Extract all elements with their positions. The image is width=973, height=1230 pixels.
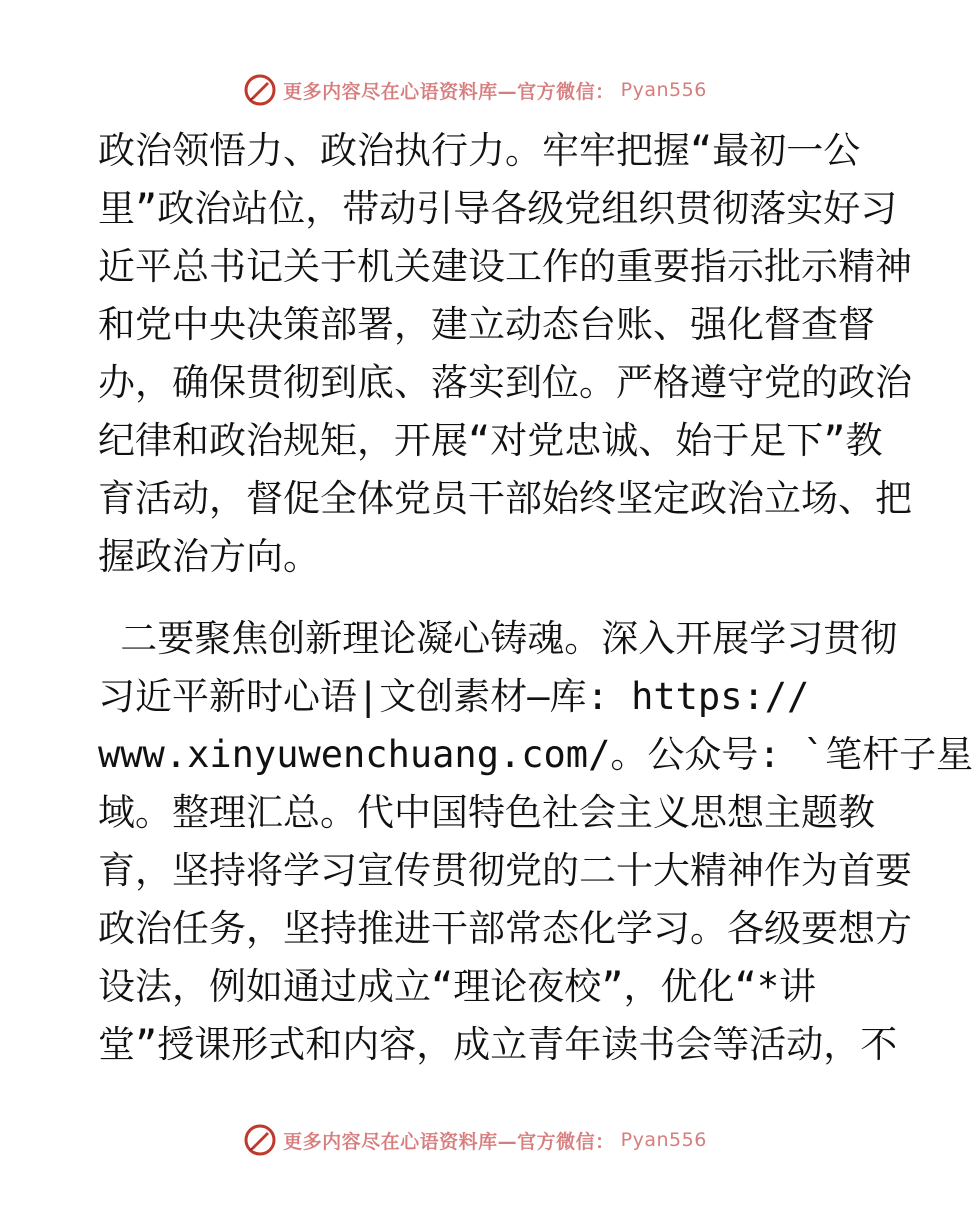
watermark-wechat-id: Pyan556: [620, 1129, 707, 1151]
text-line: 堂”授课形式和内容，成立青年读书会等活动，不: [98, 1023, 898, 1066]
text-line: 域。整理汇总。代中国特色社会主义思想主题教: [98, 791, 875, 834]
paragraph-1: [98, 122, 912, 586]
quill-pen-logo-icon: [243, 73, 277, 107]
text-line: 近平总书记关于机关建设工作的重要指示批示精神: [98, 245, 912, 288]
text-line: 政治领悟力、政治执行力。牢牢把握“最初一公: [98, 129, 861, 172]
header-watermark: [0, 70, 950, 110]
text-line: 习近平新时心语|文创素材—库: https://: [98, 675, 810, 718]
paragraph-2: [98, 610, 973, 1074]
text-line: 办，确保贯彻到底、落实到位。严格遵守党的政治: [98, 361, 912, 404]
text-line: 里”政治站位，带动引导各级党组织贯彻落实好习: [98, 187, 898, 230]
text-line: 二要聚焦创新理论凝心铸魂。深入开展学习贯彻: [98, 617, 898, 660]
text-line: 设法，例如通过成立“理论夜校”，优化“*讲: [98, 965, 817, 1008]
text-line: 纪律和政治规矩，开展“对党忠诚、始于足下”教: [98, 419, 883, 462]
watermark-wechat-id: Pyan556: [620, 79, 707, 101]
text-line: www.xinyuwenchuang.com/。公众号: `笔杆子星: [98, 733, 973, 776]
watermark-site-text: 更多内容尽在心语资料库—官方微信：: [283, 80, 615, 103]
quill-pen-logo-icon: [243, 1123, 277, 1157]
text-line: 育，坚持将学习宣传贯彻党的二十大精神作为首要: [98, 849, 912, 892]
text-line: 政治任务，坚持推进干部常态化学习。各级要想方: [98, 907, 912, 950]
text-line: 和党中央决策部署，建立动态台账、强化督查督: [98, 303, 875, 346]
watermark-site-text: 更多内容尽在心语资料库—官方微信：: [283, 1130, 615, 1153]
text-line: 育活动，督促全体党员干部始终坚定政治立场、把: [98, 477, 912, 520]
paragraph-spacer: [98, 586, 858, 610]
text-line: 握政治方向。: [98, 535, 320, 578]
document-body: [98, 122, 973, 1074]
footer-watermark: [0, 1120, 950, 1160]
